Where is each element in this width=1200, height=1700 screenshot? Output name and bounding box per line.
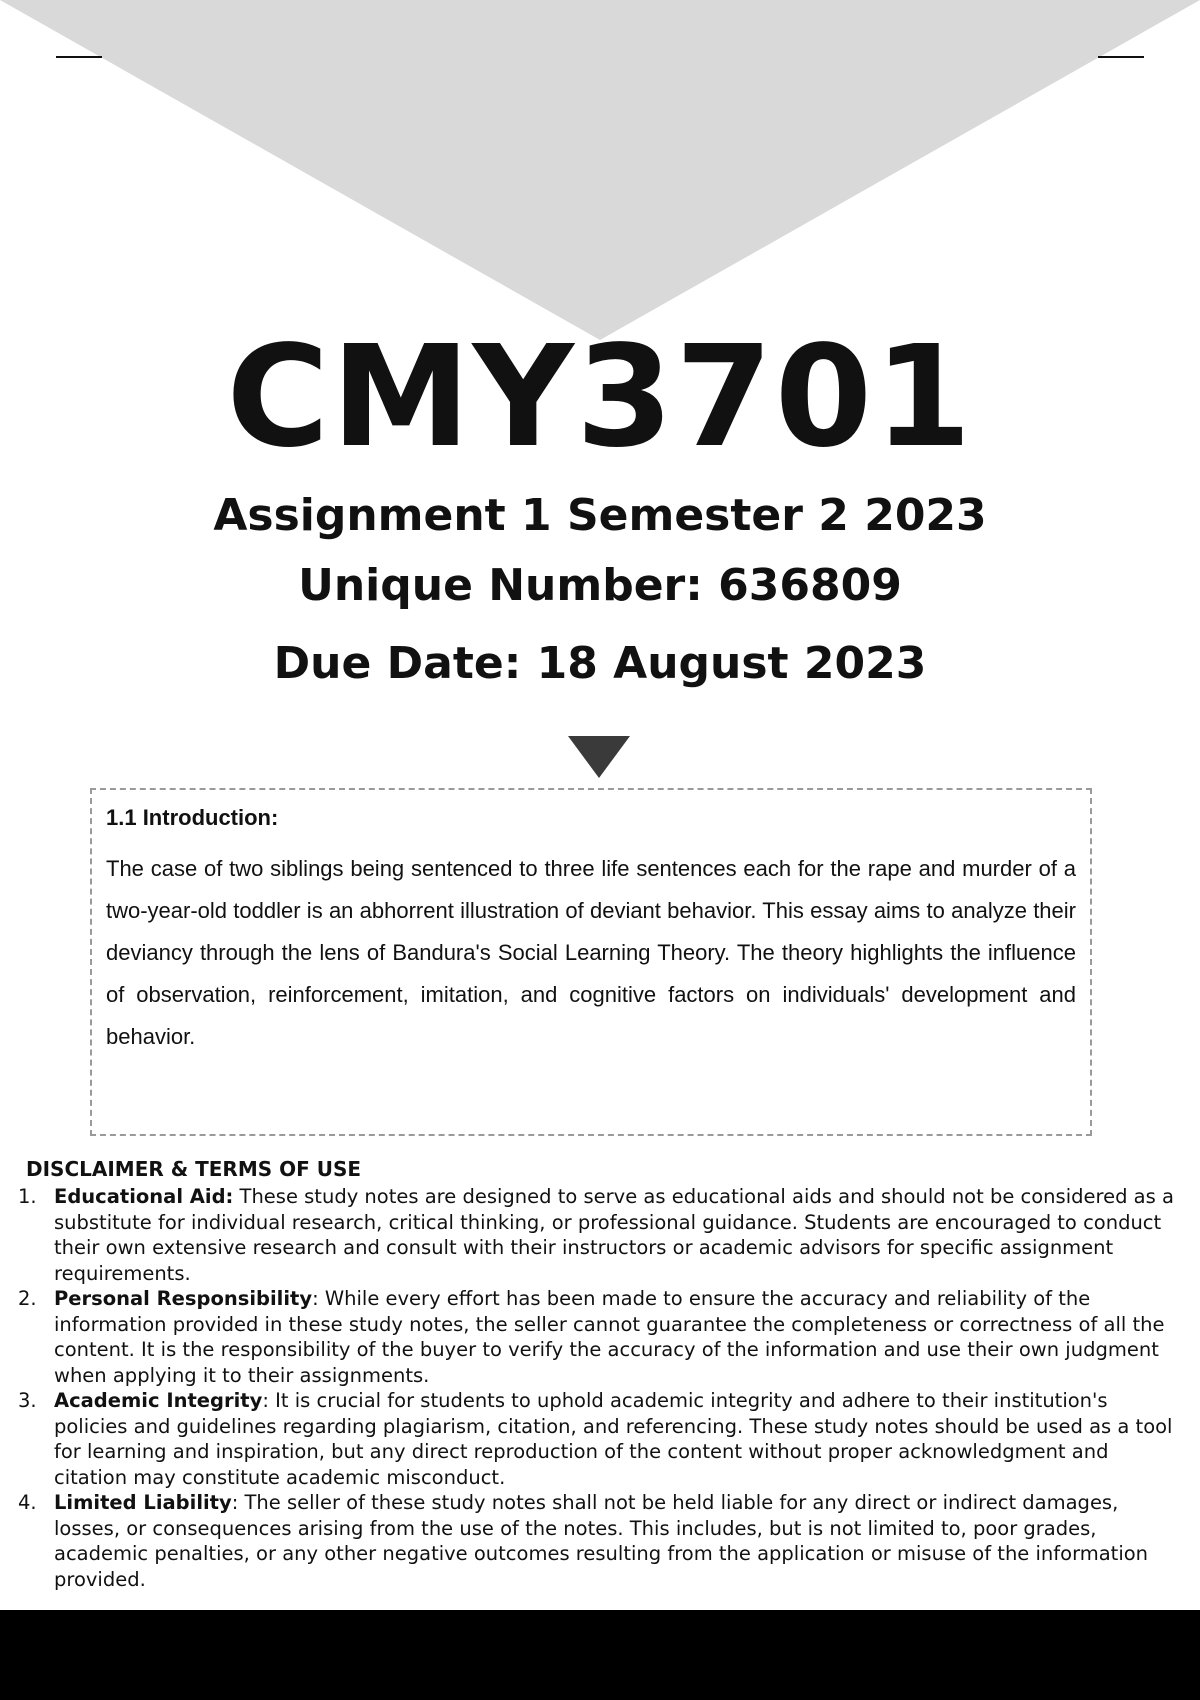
term-label: Personal Responsibility: [54, 1287, 313, 1310]
corner-mark-right: [1098, 56, 1144, 58]
due-date-line: Due Date: 18 August 2023: [273, 638, 927, 689]
unique-number-line: Unique Number: 636809: [298, 560, 902, 611]
disclaimer-title: DISCLAIMER & TERMS OF USE: [26, 1157, 362, 1181]
header-chevron-shape: [0, 0, 1200, 340]
term-item-academic-integrity: [0, 1388, 1200, 1490]
assignment-line: Assignment 1 Semester 2 2023: [213, 490, 987, 541]
term-label: Limited Liability: [54, 1491, 232, 1514]
term-item-educational-aid: [0, 1184, 1200, 1286]
term-item-personal-responsibility: [0, 1286, 1200, 1388]
term-label: Academic Integrity: [54, 1389, 263, 1412]
term-item-limited-liability: [0, 1490, 1200, 1592]
down-triangle-icon: [568, 736, 630, 778]
footer-bar: [0, 1610, 1200, 1700]
introduction-heading: 1.1 Introduction:: [106, 805, 279, 830]
course-code-title: CMY3701: [226, 316, 974, 479]
corner-mark-left: [56, 56, 102, 58]
introduction-body: The case of two siblings being sentenced to three life sentences each for the rape and murder of a two-year-old toddler is an abhorrent illustration of deviant behavior. This essay aims to analyze their deviancy through the lens of Bandura's Social Learning Theory. The theory highlights the influence of observation, reinforcement, imitation, and cognitive factors on individuals' development and behavior.: [106, 856, 1076, 1049]
term-text: : The seller of these study notes shall not be held liable for any direct or indirect damages, losses, or consequences arising from the use of the notes. This includes, but is not limited to, poor grades, academic penalties, or any other negative outcomes resulting from the application or misuse of the information provided.: [54, 1491, 1149, 1591]
term-number: 1.: [18, 1185, 37, 1208]
terms-list: [0, 1184, 1200, 1592]
term-text: : It is crucial for students to uphold academic integrity and adhere to their institution's policies and guidelines regarding plagiarism, citation, and referencing. These study notes should be used as a tool for learning and inspiration, but any direct reproduction of the content without proper acknowledgment and citation may constitute academic misconduct.: [54, 1389, 1173, 1489]
term-text: : While every effort has been made to ensure the accuracy and reliability of the information provided in these study notes, the seller cannot guarantee the completeness or correctness of all the content. It is the responsibility of the buyer to verify the accuracy of the information and use their own judgment when applying it to their assignments.: [54, 1287, 1165, 1387]
term-label: Educational Aid:: [54, 1185, 234, 1208]
term-number: 3.: [18, 1389, 37, 1412]
term-number: 2.: [18, 1287, 37, 1310]
term-number: 4.: [18, 1491, 37, 1514]
term-text: These study notes are designed to serve as educational aids and should not be considered as a substitute for individual research, critical thinking, or professional guidance. Students are encouraged to conduct their own extensive research and consult with their instructors or academic advisors for specific assignment requirements.: [54, 1185, 1174, 1285]
introduction-box: [90, 788, 1092, 1136]
